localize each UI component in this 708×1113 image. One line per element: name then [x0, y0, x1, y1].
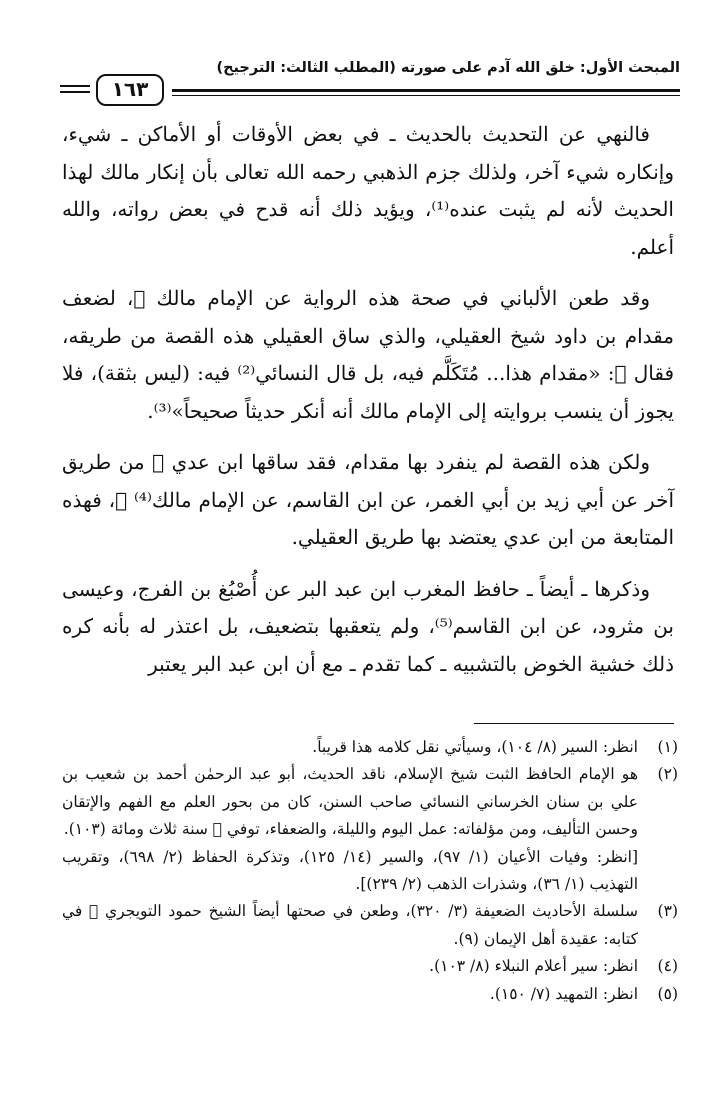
paragraph: ولكن هذه القصة لم ينفرد بها مقدام، فقد ساقها ابن عدي ﷬ من طريق آخر عن أبي زيد بن أبي الغمر، عن ابن القاسم، عن الإمام مالك⁽⁴⁾ ﷬، فهذه المتابعة من ابن عدي يعتضد بها طريق العقيلي.: [62, 450, 674, 549]
footnote-text: [62, 734, 638, 761]
page-number-box: [96, 74, 164, 106]
footnote-number: (٣): [657, 902, 678, 921]
footnote-number: (٢): [657, 765, 678, 784]
footnote-number: (١): [657, 738, 678, 756]
footnote-divider: [474, 723, 674, 724]
page-number: ١٦٣: [111, 77, 149, 101]
footnote-line: [انظر: وفيات الأعيان (١/ ٩٧)، والسير (١٤/ ١٢٥)، وتذكرة الحفاظ (٢/ ٦٩٨)، وتقريب التهذيب (١/ ٣٦)، وشذرات الذهب (٢/ ٢٣٩)].: [62, 847, 638, 894]
footnote: [62, 898, 678, 953]
header-rule-thick: [172, 89, 680, 92]
paragraph: فالنهي عن التحديث بالحديث ـ في بعض الأوقات أو الأماكن ـ شيء، وإنكاره شيء آخر، ولذلك جزم الذهبي رحمه الله تعالى بأن إنكار مالك لهذا الحديث لأنه لم يثبت عنده⁽¹⁾، ويؤيد ذلك أنه قدح في بعض رواته، والله أعلم.: [62, 122, 674, 259]
footnote-text: [62, 898, 638, 953]
paragraph: وذكرها ـ أيضاً ـ حافظ المغرب ابن عبد البر عن أُصْبُغ بن الفرج، وعيسى بن مثرود، عن ابن القاسم⁽⁵⁾، ولم يتعقبها بتضعيف، بل اعتذر له بأنه كره ذلك خشية الخوض بالتشبيه ـ كما تقدم ـ مع أن ابن عبد البر يعتبر: [62, 576, 674, 676]
footnote-text: [62, 761, 638, 898]
page-number-line: [60, 85, 90, 87]
footnote-number: (٥): [657, 984, 678, 1003]
footnote-text: [62, 953, 638, 980]
main-text: [62, 116, 674, 697]
footnote-line: هو الإمام الحافظ الثبت شيخ الإسلام، ناقد الحديث، أبو عبد الرحمٰن أحمد بن شعيب بن علي بن سنان الخرساني النسائي صاحب السنن، كان من بحور العلم مع الفهم والإتقان وحسن التأليف، ومن مؤلفاته: عمل اليوم والليلة، والضعفاء، توفي ﷬ سنة ثلاث ومائة (١٠٣).: [62, 765, 638, 839]
footnote-text: [62, 981, 638, 1008]
footnote-line: انظر: التمهيد (٧/ ١٥٠).: [489, 984, 638, 1003]
header-rule-thin: [172, 95, 680, 96]
footnotes: [62, 734, 678, 1008]
footnote-line: سلسلة الأحاديث الضعيفة (٣/ ٣٢٠)، وطعن في صحتها أيضاً الشيخ حمود التويجري ﷬ في كتابه: عقيدة أهل الإيمان (٩).: [62, 902, 638, 948]
page-header: [60, 54, 680, 114]
running-title: المبحث الأول: خلق الله آدم على صورته (المطلب الثالث: الترجيح): [216, 60, 680, 76]
footnote: [62, 761, 678, 898]
footnote: [62, 953, 678, 980]
footnote-line: انظر: السير (٨/ ١٠٤)، وسيأتي نقل كلامه هذا قريباً.: [312, 738, 638, 756]
footnote: [62, 981, 678, 1008]
footnote-line: انظر: سير أعلام النبلاء (٨/ ١٠٣).: [429, 957, 638, 976]
paragraph: وقد طعن الألباني في صحة هذه الرواية عن الإمام مالك ﷬، لضعف مقدام بن داود شيخ العقيلي، والذي ساق العقيلي هذه القصة من طريقه، فقال ﷬: «مقدام هذا... مُتَكَلَّم فيه، بل قال النسائي⁽²⁾ فيه: (ليس بثقة)، فلا يجوز أن ينسب بروايته إلى الإمام مالك أنه أنكر حديثاً صحيحاً»⁽³⁾.: [62, 286, 675, 423]
footnote: [62, 734, 678, 761]
footnote-number: (٤): [657, 957, 678, 976]
page-number-line: [60, 91, 90, 93]
page-number-lines: [60, 85, 90, 97]
